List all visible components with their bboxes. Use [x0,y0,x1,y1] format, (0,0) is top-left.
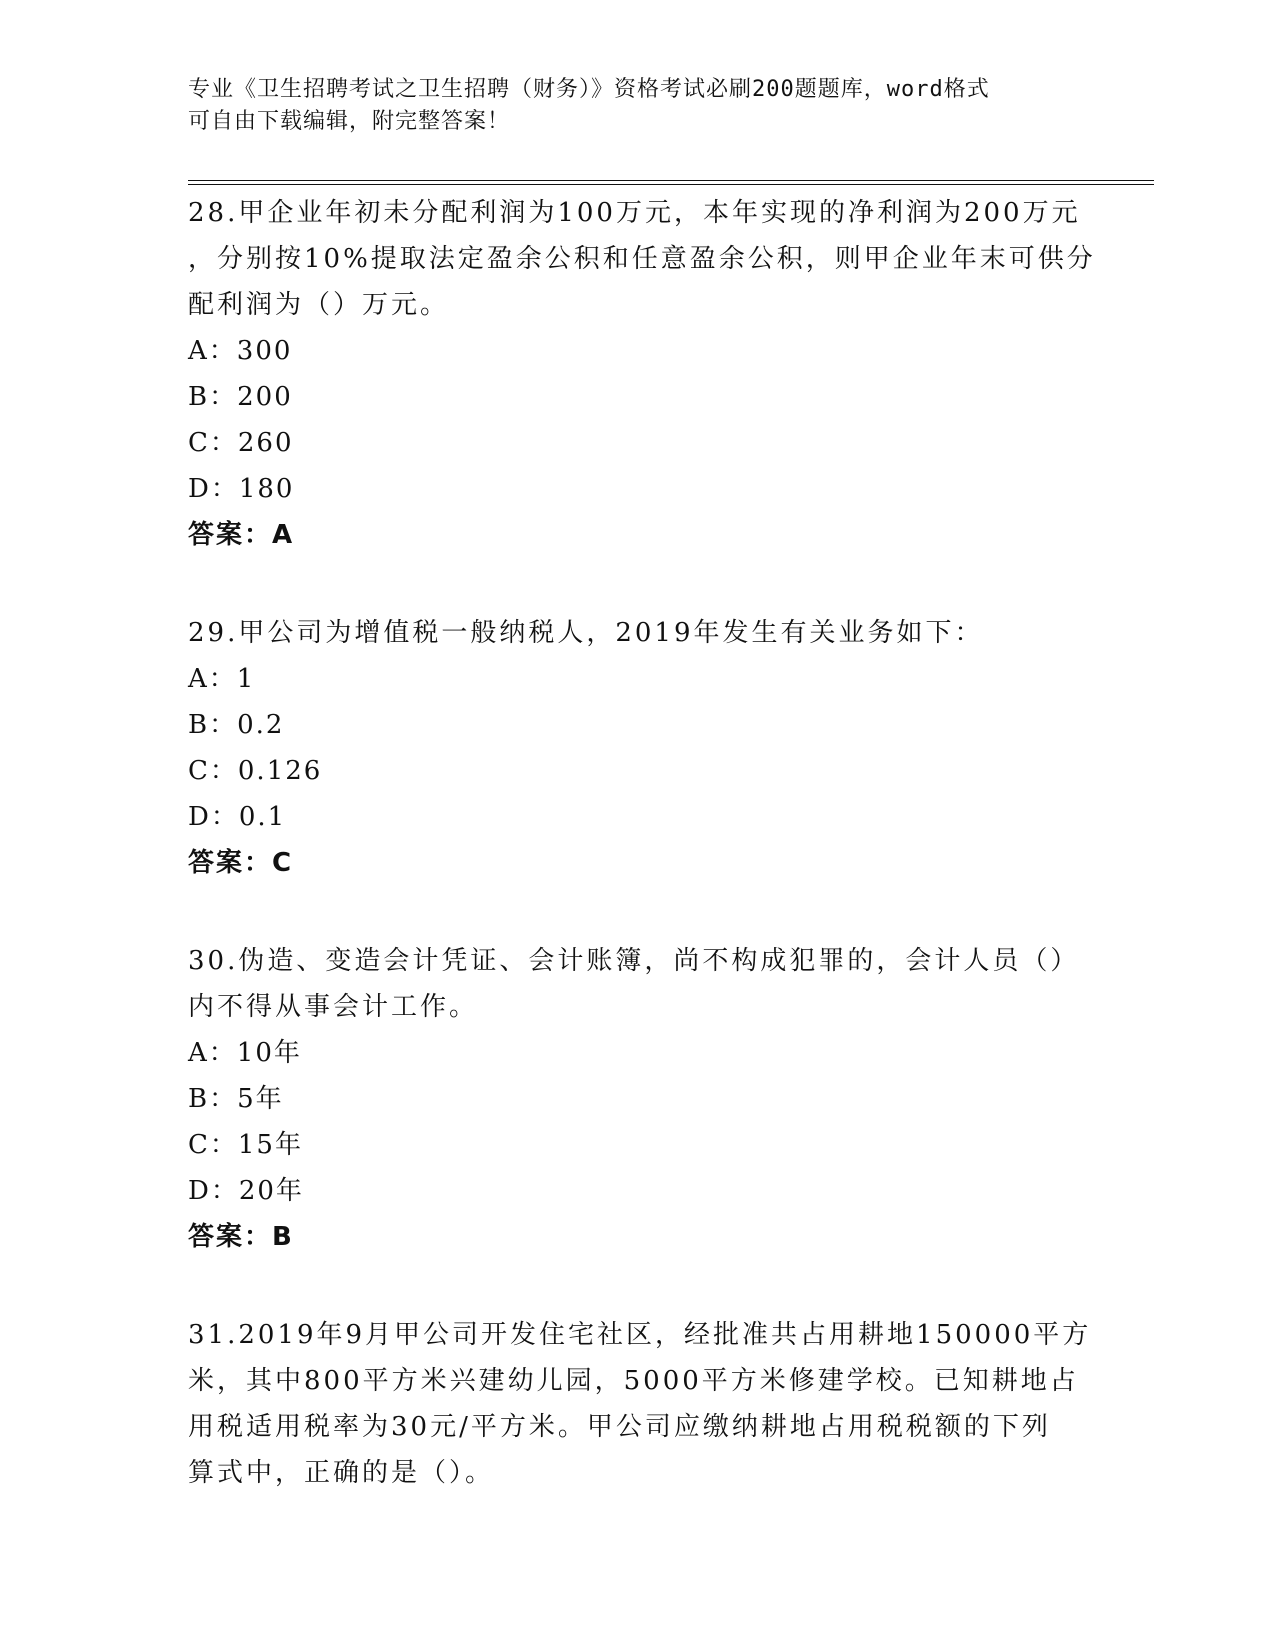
question-spacer [188,886,1088,938]
header-divider-bottom [188,184,1154,185]
answer-option: D：180 [188,474,295,504]
question-text-line: 米，其中800平方米兴建幼儿园，5000平方米修建学校。已知耕地占 [188,1366,1079,1396]
answer-option: C：0.126 [188,756,323,786]
question-text-line: 29.甲公司为增值税一般纳税人，2019年发生有关业务如下： [188,618,984,648]
question-text-line: 配利润为（）万元。 [188,290,450,320]
question-text-line: 30.伪造、变造会计凭证、会计账簿，尚不构成犯罪的，会计人员（） [188,946,1080,976]
question-spacer [188,1260,1088,1312]
question-text-line: 算式中，正确的是（）。 [188,1458,495,1488]
answer-option: B：0.2 [188,710,285,740]
question-block [188,938,1088,1260]
answer-key: 答案：A [188,520,295,550]
answer-option: A：300 [188,336,293,366]
answer-option: C：15年 [188,1130,303,1160]
answer-option: D：20年 [188,1176,304,1206]
answer-option: C：260 [188,428,294,458]
answer-option: D：0.1 [188,802,287,832]
question-text-line: ，分别按10%提取法定盈余公积和任意盈余公积，则甲企业年末可供分 [188,244,1096,274]
question-spacer [188,558,1088,610]
header-line-2: 可自由下载编辑，附完整答案！ [188,109,511,134]
question-text-line: 用税适用税率为30元/平方米。甲公司应缴纳耕地占用税税额的下列 [188,1412,1051,1442]
question-block [188,1312,1092,1496]
answer-key: 答案：B [188,1222,294,1252]
header-line-1: 专业《卫生招聘考试之卫生招聘（财务）》资格考试必刷200题题库，word格式 [188,77,990,102]
question-block [188,610,1088,886]
question-block [188,190,1096,558]
answer-option: B：200 [188,382,293,412]
question-text-line: 31.2019年9月甲公司开发住宅社区，经批准共占用耕地150000平方 [188,1320,1092,1350]
answer-key: 答案：C [188,848,294,878]
question-text-line: 28.甲企业年初未分配利润为100万元，本年实现的净利润为200万元 [188,198,1081,228]
question-text-line: 内不得从事会计工作。 [188,992,479,1022]
answer-option: B：5年 [188,1084,284,1114]
header-divider-top [188,180,1154,181]
question-list [188,190,1096,1496]
answer-option: A：1 [188,664,256,694]
answer-option: A：10年 [188,1038,302,1068]
document-header [188,74,1068,138]
